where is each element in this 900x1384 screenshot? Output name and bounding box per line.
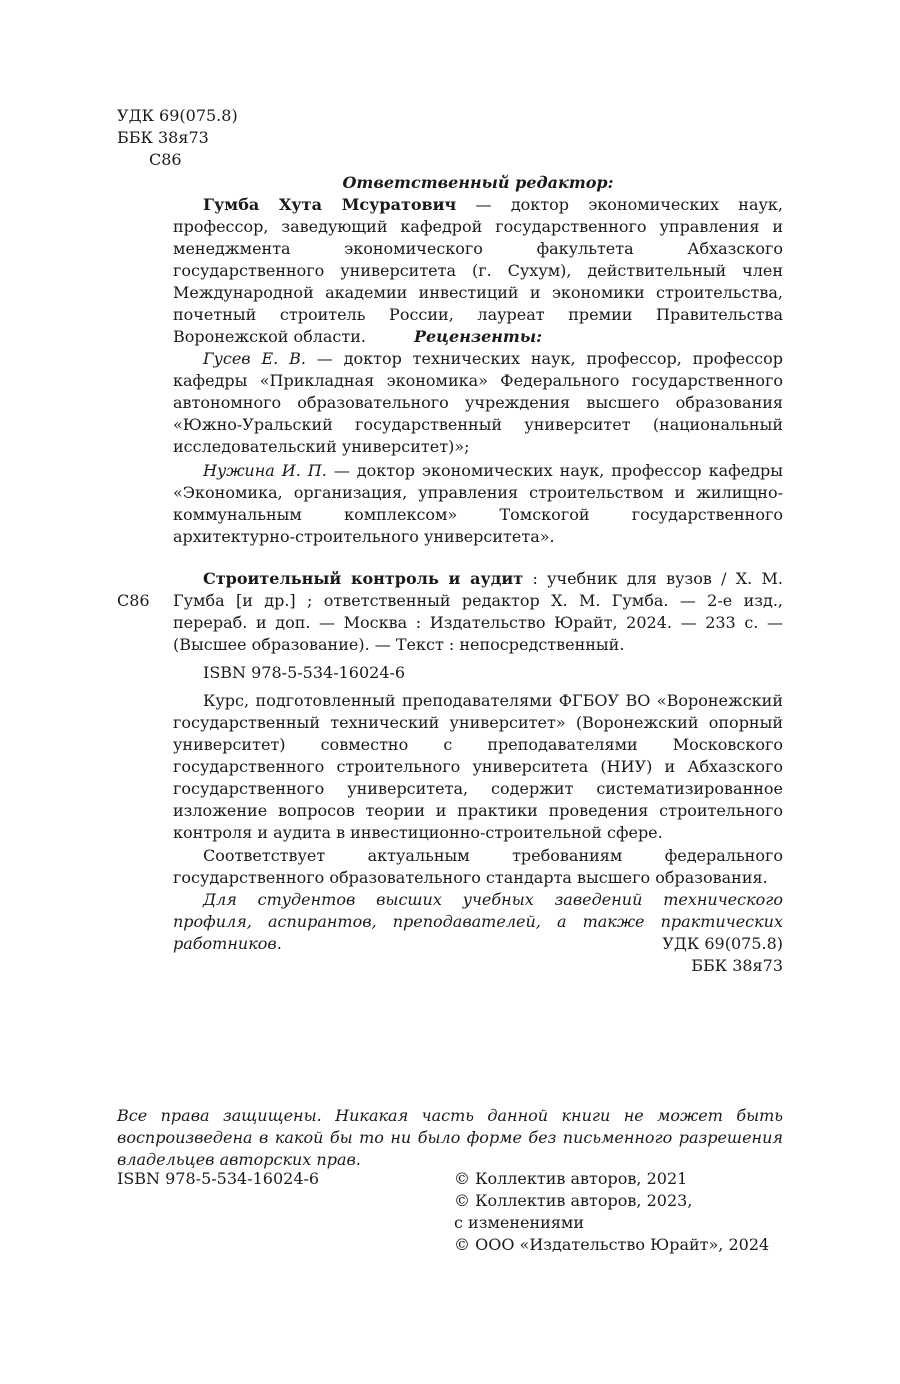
bib-title: Строительный контроль и аудит — [203, 569, 524, 588]
footer-bbk: ББК 38я73 — [691, 956, 783, 975]
reviewer-1-text: — доктор технических наук, профессор, профессор кафедры «Прикладная экономика» Федерального государственного автономного образовательного учреждения высшего образования «Южно-Уральский государственный университет (национальный исследовательский университет)»; — [173, 349, 783, 456]
reviewer-2-name: Нужина И. П. — [203, 461, 327, 480]
editor-description: — доктор экономических наук, профессор, заведующий кафедрой государственного управления и менеджмента экономического факультета Абхазского государственного университета (г. Сухум), действительный член Международной академии инвестиций и экономики строительства, почетный строитель России, лауреат премии Правительства Воронежской области. — [173, 195, 784, 346]
reviewer-2 — [173, 460, 783, 548]
bbk-code: ББК 38я73 — [117, 128, 209, 147]
udk-code: УДК 69(075.8) — [117, 106, 238, 125]
bib-description: : учебник для вузов / Х. М. Гумба [и др.] ; ответственный редактор Х. М. Гумба. — 2-е изд., перераб. и доп. — Москва : Издательство Юрайт, 2024. — 233 с. — (Высшее образование). — Текст : непосредственный. — [173, 569, 783, 654]
copyright-line-2b: с изменениями — [454, 1213, 585, 1232]
reviewer-2-text: — доктор экономических наук, профессор кафедры «Экономика, организация, управления строительством и жилищно-коммунальным комплексом» Томскогой государственного архитектурно-строительного университета». — [173, 461, 783, 546]
bib-author-mark: С86 — [117, 591, 150, 610]
bib-record — [173, 568, 783, 656]
reviewer-1 — [173, 348, 783, 458]
reviewers-heading: Рецензенты: — [413, 327, 543, 346]
copyright-line-2: © Коллектив авторов, 2023, — [454, 1191, 693, 1210]
copyright-line-3: © ООО «Издательство Юрайт», 2024 — [454, 1235, 770, 1254]
editor-paragraph — [173, 194, 783, 348]
editor-name: Гумба Хута Мсуратович — [203, 195, 457, 214]
copyright-line-1: © Коллектив авторов, 2021 — [454, 1169, 688, 1188]
author-mark: С86 — [149, 150, 182, 169]
annotation-paragraph-2: Соответствует актуальным требованиям федерального государственного образовательного стандарта высшего образования. — [173, 846, 783, 887]
reviewer-1-name: Гусев Е. В. — [203, 349, 306, 368]
editor-heading: Ответственный редактор: — [342, 173, 614, 192]
annotation-audience: Для студентов высших учебных заведений технического профиля, аспирантов, преподавателей, а также практических работников. — [173, 890, 783, 953]
bib-isbn: ISBN 978-5-534-16024-6 — [203, 663, 406, 682]
annotation-paragraph-1: Курс, подготовленный преподавателями ФГБОУ ВО «Воронежский государственный технический университет» (Воронежский опорный университет) совместно с преподавателями Московского государственного строительного университета (НИУ) и Абхазского государственного университета, содержит систематизированное изложение вопросов теории и практики проведения строительного контроля и аудита в инвестиционно-строительной сфере. — [173, 691, 783, 842]
footer-udk: УДК 69(075.8) — [662, 934, 783, 953]
rights-notice: Все права защищены. Никакая часть данной книги не может быть воспроизведена в какой бы то ни было форме без письменного разрешения владельцев авторских прав. — [117, 1106, 783, 1169]
bottom-isbn: ISBN 978-5-534-16024-6 — [117, 1169, 320, 1188]
